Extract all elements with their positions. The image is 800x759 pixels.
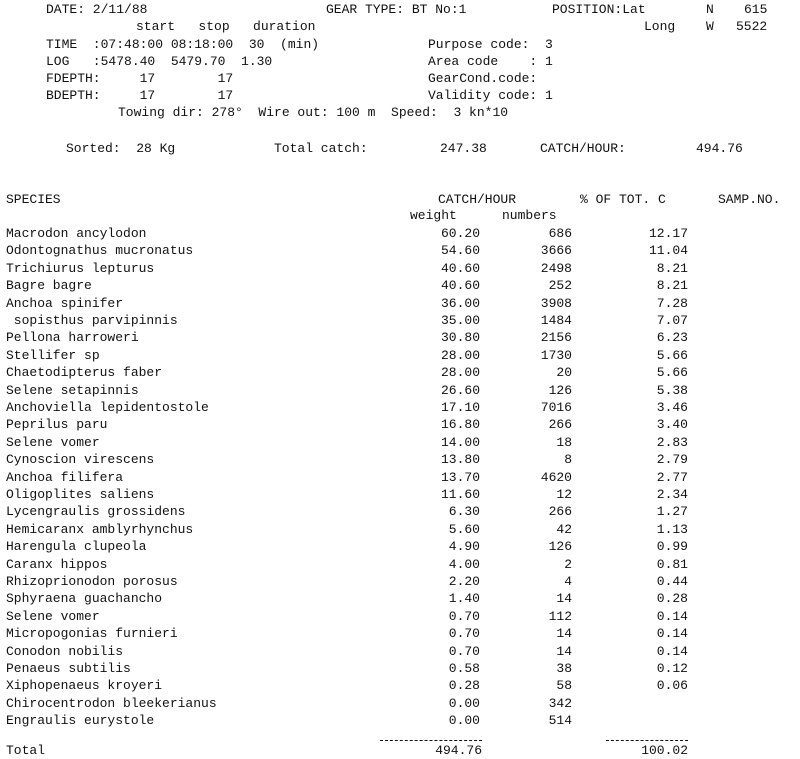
total-catch-label: Total catch: (274, 141, 368, 156)
catch-weight: 35.00 (440, 313, 480, 328)
catch-numbers: 14 (556, 591, 572, 606)
species-name: Selene vomer (6, 435, 100, 450)
catch-weight: 0.70 (448, 644, 480, 659)
species-name: Anchoa filifera (6, 470, 124, 485)
column-headings: start stop duration (136, 19, 316, 34)
catch-numbers: 1484 (540, 313, 572, 328)
pct-of-total: 0.81 (656, 557, 688, 572)
pct-of-total: 0.14 (656, 644, 688, 659)
species-name: Engraulis eurystole (6, 713, 155, 728)
catch-numbers: 266 (548, 417, 572, 432)
catch-weight: 0.28 (448, 678, 480, 693)
species-name: Penaeus subtilis (6, 661, 131, 676)
catch-weight: 54.60 (440, 243, 480, 258)
catch-numbers: 38 (556, 661, 572, 676)
total-weight-rule (380, 740, 482, 741)
catch-weight: 6.30 (448, 504, 480, 519)
catch-weight: 17.10 (440, 400, 480, 415)
catch-numbers: 12 (556, 487, 572, 502)
towing-line: Towing dir: 278° Wire out: 100 m Speed: 3 kn*10 (118, 105, 509, 120)
catch-numbers: 266 (548, 504, 572, 519)
long-direction: W (706, 19, 714, 34)
species-name: Caranx hippos (6, 557, 108, 572)
catch-weight: 0.70 (448, 626, 480, 641)
pct-of-total: 8.21 (656, 261, 688, 276)
catch-numbers: 58 (556, 678, 572, 693)
catch-numbers: 252 (548, 278, 572, 293)
species-name: Conodon nobilis (6, 644, 124, 659)
total-label: Total (6, 743, 46, 758)
catch-weight: 4.00 (448, 557, 480, 572)
species-name: Cynoscion virescens (6, 452, 155, 467)
position-label: POSITION:Lat (552, 2, 646, 17)
gear-type-field: GEAR TYPE: BT No:1 (326, 2, 467, 17)
pct-of-total: 2.79 (656, 452, 688, 467)
long-value: 5522 (736, 19, 768, 34)
species-name: Sphyraena guachancho (6, 591, 163, 606)
species-name: Trichiurus lepturus (6, 261, 155, 276)
catch-numbers: 14 (556, 644, 572, 659)
samp-no-heading: SAMP.NO. (718, 192, 781, 207)
pct-of-total: 2.83 (656, 435, 688, 450)
pct-of-total: 0.12 (656, 661, 688, 676)
species-name: Peprilus paru (6, 417, 108, 432)
catch-weight: 13.80 (440, 452, 480, 467)
total-pct-rule (606, 740, 688, 741)
species-name: Stellifer sp (6, 348, 100, 363)
species-name: Lycengraulis grossidens (6, 504, 186, 519)
catch-weight: 28.00 (440, 348, 480, 363)
catch-numbers: 3666 (540, 243, 572, 258)
catch-weight: 30.80 (440, 330, 480, 345)
catch-weight: 36.00 (440, 296, 480, 311)
total-catch-value: 247.38 (440, 141, 487, 156)
area-code: Area code : 1 (428, 54, 553, 69)
species-name: Selene vomer (6, 609, 100, 624)
catch-numbers: 686 (548, 226, 572, 241)
pct-of-total: 0.14 (656, 609, 688, 624)
pct-of-total: 11.04 (648, 243, 688, 258)
catch-weight: 26.60 (440, 383, 480, 398)
species-name: Bagre bagre (6, 278, 92, 293)
pct-of-total: 6.23 (656, 330, 688, 345)
catch-numbers: 8 (564, 452, 572, 467)
catch-numbers: 2 (564, 557, 572, 572)
catch-numbers: 2156 (540, 330, 572, 345)
catch-numbers: 7016 (540, 400, 572, 415)
species-name: Selene setapinnis (6, 383, 139, 398)
lat-value: 615 (744, 2, 768, 17)
species-name: Rhizoprionodon porosus (6, 574, 178, 589)
catch-numbers: 3908 (540, 296, 572, 311)
species-name: Odontognathus mucronatus (6, 243, 194, 258)
catch-weight: 4.90 (448, 539, 480, 554)
species-name: Anchoviella lepidentostole (6, 400, 209, 415)
species-name: Hemicaranx amblyrhynchus (6, 522, 194, 537)
long-label: Long (644, 19, 676, 34)
fdepth-line: FDEPTH: 17 17 (46, 71, 234, 86)
lat-direction: N (706, 2, 714, 17)
catch-weight: 1.40 (448, 591, 480, 606)
pct-of-total: 3.40 (656, 417, 688, 432)
pct-of-total: 7.07 (656, 313, 688, 328)
pct-of-total: 5.66 (656, 365, 688, 380)
pct-of-total: 0.28 (656, 591, 688, 606)
species-name: Oligoplites saliens (6, 487, 155, 502)
species-name: Pellona harroweri (6, 330, 139, 345)
catch-weight: 11.60 (440, 487, 480, 502)
species-name: Xiphopenaeus kroyeri (6, 678, 163, 693)
catch-numbers: 42 (556, 522, 572, 537)
species-name: Macrodon ancylodon (6, 226, 147, 241)
species-name: Micropogonias furnieri (6, 626, 178, 641)
species-name: sopisthus parvipinnis (6, 313, 178, 328)
catch-hour-heading: CATCH/HOUR (438, 192, 517, 207)
pct-of-total: 1.13 (656, 522, 688, 537)
catch-weight: 5.60 (448, 522, 480, 537)
catch-weight: 2.20 (448, 574, 480, 589)
pct-of-total: 7.28 (656, 296, 688, 311)
pct-of-total: 12.17 (648, 226, 688, 241)
catch-weight: 60.20 (440, 226, 480, 241)
catch-weight: 13.70 (440, 470, 480, 485)
catch-weight: 14.00 (440, 435, 480, 450)
catch-numbers: 342 (548, 696, 572, 711)
catch-hour-label: CATCH/HOUR: (540, 141, 626, 156)
species-name: Harengula clupeola (6, 539, 147, 554)
pct-of-total: 0.14 (656, 626, 688, 641)
pct-of-total: 0.06 (656, 678, 688, 693)
pct-of-total: 8.21 (656, 278, 688, 293)
catch-weight: 0.00 (448, 696, 480, 711)
pct-of-total: 5.38 (656, 383, 688, 398)
catch-numbers: 4620 (540, 470, 572, 485)
log-line: LOG :5478.40 5479.70 1.30 (46, 54, 273, 69)
species-name: Anchoa spinifer (6, 296, 124, 311)
catch-weight: 40.60 (440, 278, 480, 293)
catch-weight: 40.60 (440, 261, 480, 276)
pct-of-total: 2.77 (656, 470, 688, 485)
catch-numbers: 2498 (540, 261, 572, 276)
species-heading: SPECIES (6, 192, 61, 207)
purpose-code: Purpose code: 3 (428, 37, 553, 52)
total-pct: 100.02 (641, 743, 688, 758)
date-field: DATE: 2/11/88 (46, 2, 148, 17)
catch-numbers: 514 (548, 713, 572, 728)
pct-of-total: 0.44 (656, 574, 688, 589)
pct-of-total: 2.34 (656, 487, 688, 502)
weight-subheading: weight (410, 208, 457, 223)
pct-of-total: 0.99 (656, 539, 688, 554)
validity-code: Validity code: 1 (428, 88, 553, 103)
sorted-weight: Sorted: 28 Kg (66, 141, 176, 156)
bdepth-line: BDEPTH: 17 17 (46, 88, 234, 103)
catch-numbers: 20 (556, 365, 572, 380)
pct-of-total: 3.46 (656, 400, 688, 415)
catch-numbers: 18 (556, 435, 572, 450)
catch-numbers: 4 (564, 574, 572, 589)
catch-numbers: 126 (548, 383, 572, 398)
catch-numbers: 1730 (540, 348, 572, 363)
pct-of-total: 1.27 (656, 504, 688, 519)
catch-weight: 0.00 (448, 713, 480, 728)
species-name: Chirocentrodon bleekerianus (6, 696, 217, 711)
species-name: Chaetodipterus faber (6, 365, 163, 380)
catch-weight: 0.70 (448, 609, 480, 624)
total-weight: 494.76 (435, 743, 482, 758)
pct-total-heading: % OF TOT. C (580, 192, 666, 207)
time-line: TIME :07:48:00 08:18:00 30 (min) (46, 37, 320, 52)
pct-of-total: 5.66 (656, 348, 688, 363)
gearcond-code: GearCond.code: (428, 71, 538, 86)
catch-hour-value: 494.76 (696, 141, 743, 156)
catch-numbers: 112 (548, 609, 572, 624)
catch-weight: 16.80 (440, 417, 480, 432)
numbers-subheading: numbers (502, 208, 557, 223)
catch-weight: 0.58 (448, 661, 480, 676)
catch-numbers: 126 (548, 539, 572, 554)
catch-weight: 28.00 (440, 365, 480, 380)
catch-numbers: 14 (556, 626, 572, 641)
